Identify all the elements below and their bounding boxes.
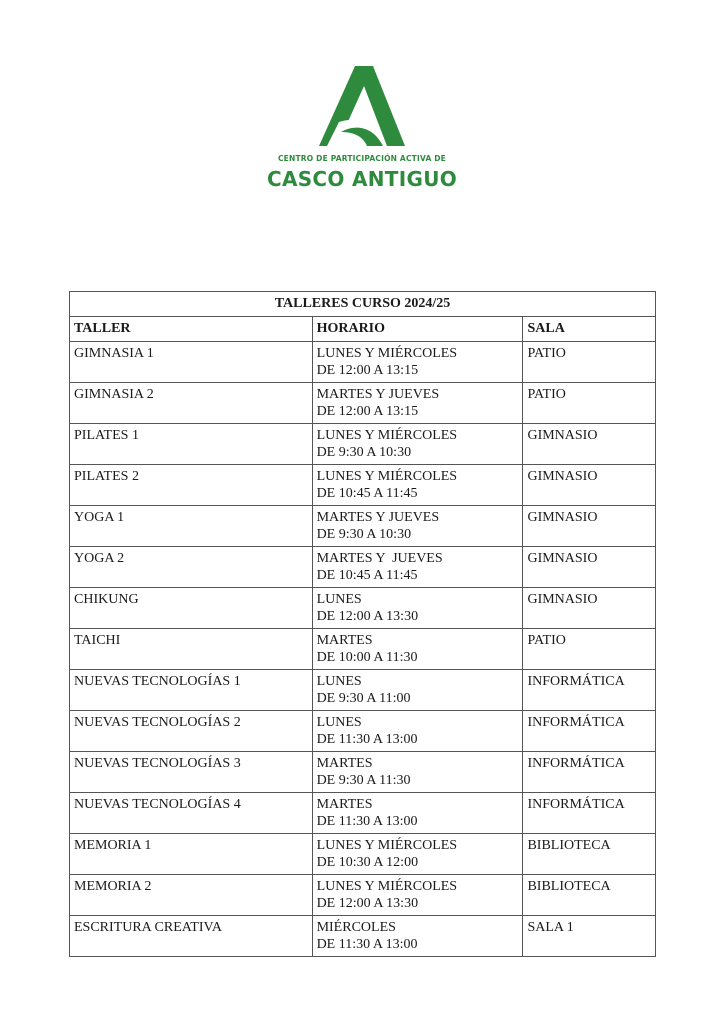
horario-time: DE 10:45 A 11:45	[316, 568, 418, 583]
table-row	[70, 793, 656, 834]
cell-horario	[312, 752, 523, 793]
table-row	[70, 383, 656, 424]
cell-sala: SALA 1	[523, 916, 656, 957]
table-row	[70, 875, 656, 916]
table-row	[70, 670, 656, 711]
cell-sala: GIMNASIO	[523, 465, 656, 506]
cell-taller: GIMNASIA 1	[70, 342, 313, 383]
cell-sala: GIMNASIO	[523, 588, 656, 629]
horario-time: DE 9:30 A 11:00	[316, 691, 411, 706]
cell-taller: NUEVAS TECNOLOGÍAS 4	[70, 793, 313, 834]
cell-taller: NUEVAS TECNOLOGÍAS 2	[70, 711, 313, 752]
cell-horario	[312, 711, 523, 752]
horario-days: LUNES	[316, 592, 362, 607]
cell-horario	[312, 875, 523, 916]
cell-taller: GIMNASIA 2	[70, 383, 313, 424]
horario-time: DE 12:00 A 13:15	[316, 363, 419, 378]
cell-taller: YOGA 2	[70, 547, 313, 588]
cell-horario	[312, 547, 523, 588]
horario-days: LUNES Y MIÉRCOLES	[316, 879, 458, 894]
cell-sala: PATIO	[523, 342, 656, 383]
table-row	[70, 752, 656, 793]
horario-days: LUNES Y MIÉRCOLES	[316, 346, 458, 361]
horario-time: DE 10:30 A 12:00	[316, 855, 419, 870]
horario-time: DE 9:30 A 10:30	[316, 445, 412, 460]
cell-sala: GIMNASIO	[523, 506, 656, 547]
cell-sala: INFORMÁTICA	[523, 711, 656, 752]
cell-horario	[312, 342, 523, 383]
table-caption: TALLERES CURSO 2024/25	[70, 292, 656, 317]
horario-time: DE 9:30 A 10:30	[316, 527, 412, 542]
cell-sala: INFORMÁTICA	[523, 793, 656, 834]
horario-days: MARTES Y JUEVES	[316, 551, 443, 566]
table-row	[70, 711, 656, 752]
horario-time: DE 11:30 A 13:00	[316, 937, 418, 952]
cell-horario	[312, 834, 523, 875]
cell-taller: PILATES 1	[70, 424, 313, 465]
cell-sala: INFORMÁTICA	[523, 670, 656, 711]
table-row	[70, 342, 656, 383]
logo-subtitle: CENTRO DE PARTICIPACIÓN ACTIVA DE	[277, 154, 447, 163]
workshops-table	[69, 291, 656, 957]
cell-horario	[312, 424, 523, 465]
horario-days: MARTES Y JUEVES	[316, 510, 440, 525]
cell-horario	[312, 629, 523, 670]
cell-sala: BIBLIOTECA	[523, 875, 656, 916]
table-row	[70, 547, 656, 588]
cell-taller: TAICHI	[70, 629, 313, 670]
horario-time: DE 11:30 A 13:00	[316, 732, 418, 747]
table-row	[70, 465, 656, 506]
logo	[0, 60, 724, 191]
logo-title: CASCO ANTIGUO	[266, 167, 458, 191]
cell-taller: NUEVAS TECNOLOGÍAS 1	[70, 670, 313, 711]
table-row	[70, 916, 656, 957]
column-header-sala: SALA	[523, 317, 656, 342]
cell-horario	[312, 383, 523, 424]
horario-time: DE 10:45 A 11:45	[316, 486, 418, 501]
table-row	[70, 506, 656, 547]
column-header-horario: HORARIO	[312, 317, 523, 342]
cell-taller: YOGA 1	[70, 506, 313, 547]
table-row	[70, 834, 656, 875]
horario-days: MIÉRCOLES	[316, 920, 396, 935]
table-header-row	[70, 317, 656, 342]
horario-time: DE 10:00 A 11:30	[316, 650, 418, 665]
cell-sala: PATIO	[523, 629, 656, 670]
table-caption-row	[70, 292, 656, 317]
table-row	[70, 629, 656, 670]
horario-days: LUNES Y MIÉRCOLES	[316, 469, 458, 484]
table-row	[70, 424, 656, 465]
cell-horario	[312, 670, 523, 711]
cell-sala: PATIO	[523, 383, 656, 424]
cell-sala: GIMNASIO	[523, 424, 656, 465]
horario-time: DE 12:00 A 13:30	[316, 896, 419, 911]
horario-days: MARTES	[316, 633, 373, 648]
horario-days: LUNES Y MIÉRCOLES	[316, 838, 458, 853]
horario-days: MARTES	[316, 797, 373, 812]
horario-days: LUNES	[316, 715, 362, 730]
cell-taller: ESCRITURA CREATIVA	[70, 916, 313, 957]
cell-horario	[312, 916, 523, 957]
cell-taller: PILATES 2	[70, 465, 313, 506]
cell-horario	[312, 506, 523, 547]
cell-sala: GIMNASIO	[523, 547, 656, 588]
horario-days: MARTES	[316, 756, 373, 771]
horario-time: DE 11:30 A 13:00	[316, 814, 418, 829]
cell-taller: MEMORIA 2	[70, 875, 313, 916]
table-row	[70, 588, 656, 629]
horario-days: MARTES Y JUEVES	[316, 387, 440, 402]
junta-andalucia-a-logo-icon	[317, 60, 407, 146]
cell-taller: MEMORIA 1	[70, 834, 313, 875]
cell-taller: NUEVAS TECNOLOGÍAS 3	[70, 752, 313, 793]
cell-horario	[312, 793, 523, 834]
horario-days: LUNES Y MIÉRCOLES	[316, 428, 458, 443]
cell-sala: INFORMÁTICA	[523, 752, 656, 793]
cell-sala: BIBLIOTECA	[523, 834, 656, 875]
cell-taller: CHIKUNG	[70, 588, 313, 629]
column-header-taller: TALLER	[70, 317, 313, 342]
horario-time: DE 9:30 A 11:30	[316, 773, 411, 788]
horario-time: DE 12:00 A 13:30	[316, 609, 419, 624]
horario-time: DE 12:00 A 13:15	[316, 404, 419, 419]
cell-horario	[312, 465, 523, 506]
cell-horario	[312, 588, 523, 629]
horario-days: LUNES	[316, 674, 362, 689]
